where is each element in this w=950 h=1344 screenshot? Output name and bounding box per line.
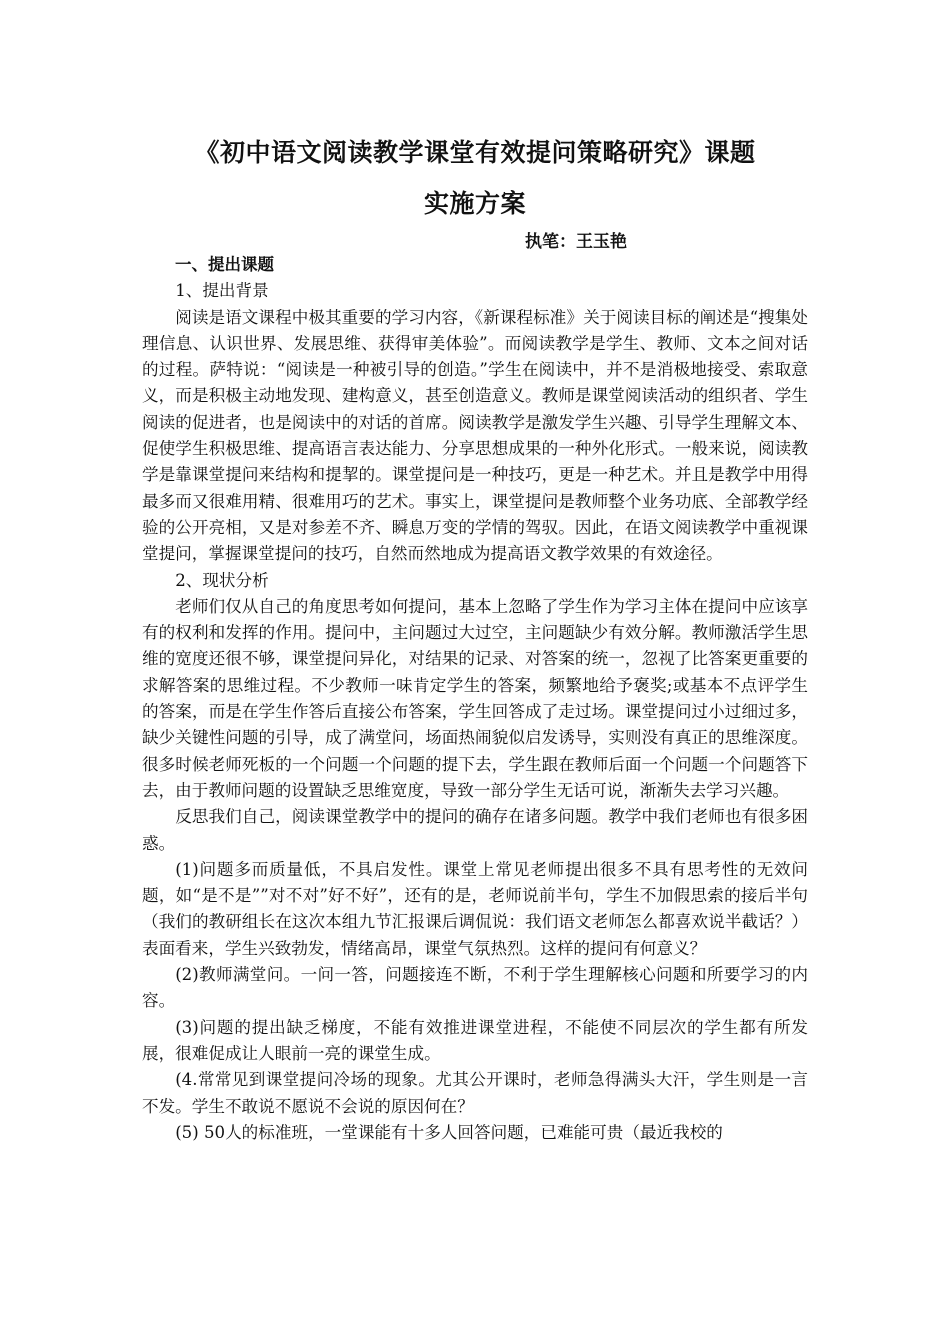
list-item: (2)教师满堂问。一问一答，问题接连不断，不利于学生理解核心问题和所要学习的内容。 (142, 965, 808, 1011)
document-body (142, 252, 808, 1146)
document-title: 《初中语文阅读教学课堂有效提问策略研究》课题 (194, 138, 756, 167)
list-item: (3)问题的提出缺乏梯度，不能有效推进课堂进程，不能使不同层次的学生都有所发展，很难促成让人眼前一亮的课堂生成。 (142, 1017, 808, 1063)
subsection-heading: 1、提出背景 (175, 281, 269, 301)
list-item: (4.常常见到课堂提问冷场的现象。尤其公开课时，老师急得满头大汗，学生则是一言不发。学生不敢说不愿说不会说的原因何在？ (142, 1070, 808, 1116)
paragraph-status: 老师们仅从自己的角度思考如何提问，基本上忽略了学生作为学习主体在提问中应该享有的权利和发挥的作用。提问中，主问题过大过空，主问题缺少有效分解。教师激活学生思维的宽度还很不够，课堂提问异化，对结果的记录、对答案的统一，忽视了比答案更重要的求解答案的思维过程。不少教师一味肯定学生的答案，频繁地给予褒奖;或基本不点评学生的答案，而是在学生作答后直接公布答案，学生回答成了走过场。课堂提问过小过细过多，缺少关键性问题的引导，成了满堂问，场面热闹貌似启发诱导，实则没有真正的思维深度。很多时候老师死板的一个问题一个问题的提下去，学生跟在教师后面一个问题一个问题答下去，由于教师问题的设置缺乏思维宽度，导致一部分学生无话可说，渐渐失去学习兴趣。 (142, 596, 808, 800)
paragraph-reflection: 反思我们自己，阅读课堂教学中的提问的确存在诸多问题。教学中我们老师也有很多困惑。 (142, 807, 808, 853)
document-subtitle: 实施方案 (423, 189, 526, 218)
subsection-heading: 2、现状分析 (175, 570, 269, 590)
list-item: (5) 50人的标准班，一堂课能有十多人回答问题，已难能可贵（最近我校的 (175, 1122, 723, 1142)
paragraph-background: 阅读是语文课程中极其重要的学习内容，《新课程标准》关于阅读目标的阐述是“搜集处理信息、认识世界、发展思维、获得审美体验”。而阅读教学是学生、教师、文本之间对话的过程。萨特说：“阅读是一种被引导的创造。”学生在阅读中，并不是消极地接受、索取意义，而是积极主动地发现、建构意义，甚至创造意义。教师是课堂阅读活动的组织者、学生阅读的促进者，也是阅读中的对话的首席。阅读教学是激发学生兴趣、引导学生理解文本、促使学生积极思维、提高语言表达能力、分享思想成果的一种外化形式。一般来说，阅读教学是靠课堂提问来结构和提挈的。课堂提问是一种技巧，更是一种艺术。并且是教学中用得最多而又很难用精、很难用巧的艺术。事实上，课堂提问是教师整个业务功底、全部教学经验的公开亮相，又是对参差不齐、瞬息万变的学情的驾驭。因此，在语文阅读教学中重视课堂提问，掌握课堂提问的技巧，自然而然地成为提高语文教学效果的有效途径。 (142, 307, 808, 564)
section-heading: 一、提出课题 (175, 255, 274, 274)
author-line: 执笔：王玉艳 (525, 232, 627, 252)
list-item: (1)问题多而质量低，不具启发性。课堂上常见老师提出很多不具有思考性的无效问题，如“是不是””对不对”好不好”，还有的是，老师说前半句，学生不加假思索的接后半句（我们的教研组长在这次本组九节汇报课后调侃说：我们语文老师怎么都喜欢说半截话？）表面看来，学生兴致勃发，情绪高昂，课堂气氛热烈。这样的提问有何意义？ (142, 859, 808, 958)
